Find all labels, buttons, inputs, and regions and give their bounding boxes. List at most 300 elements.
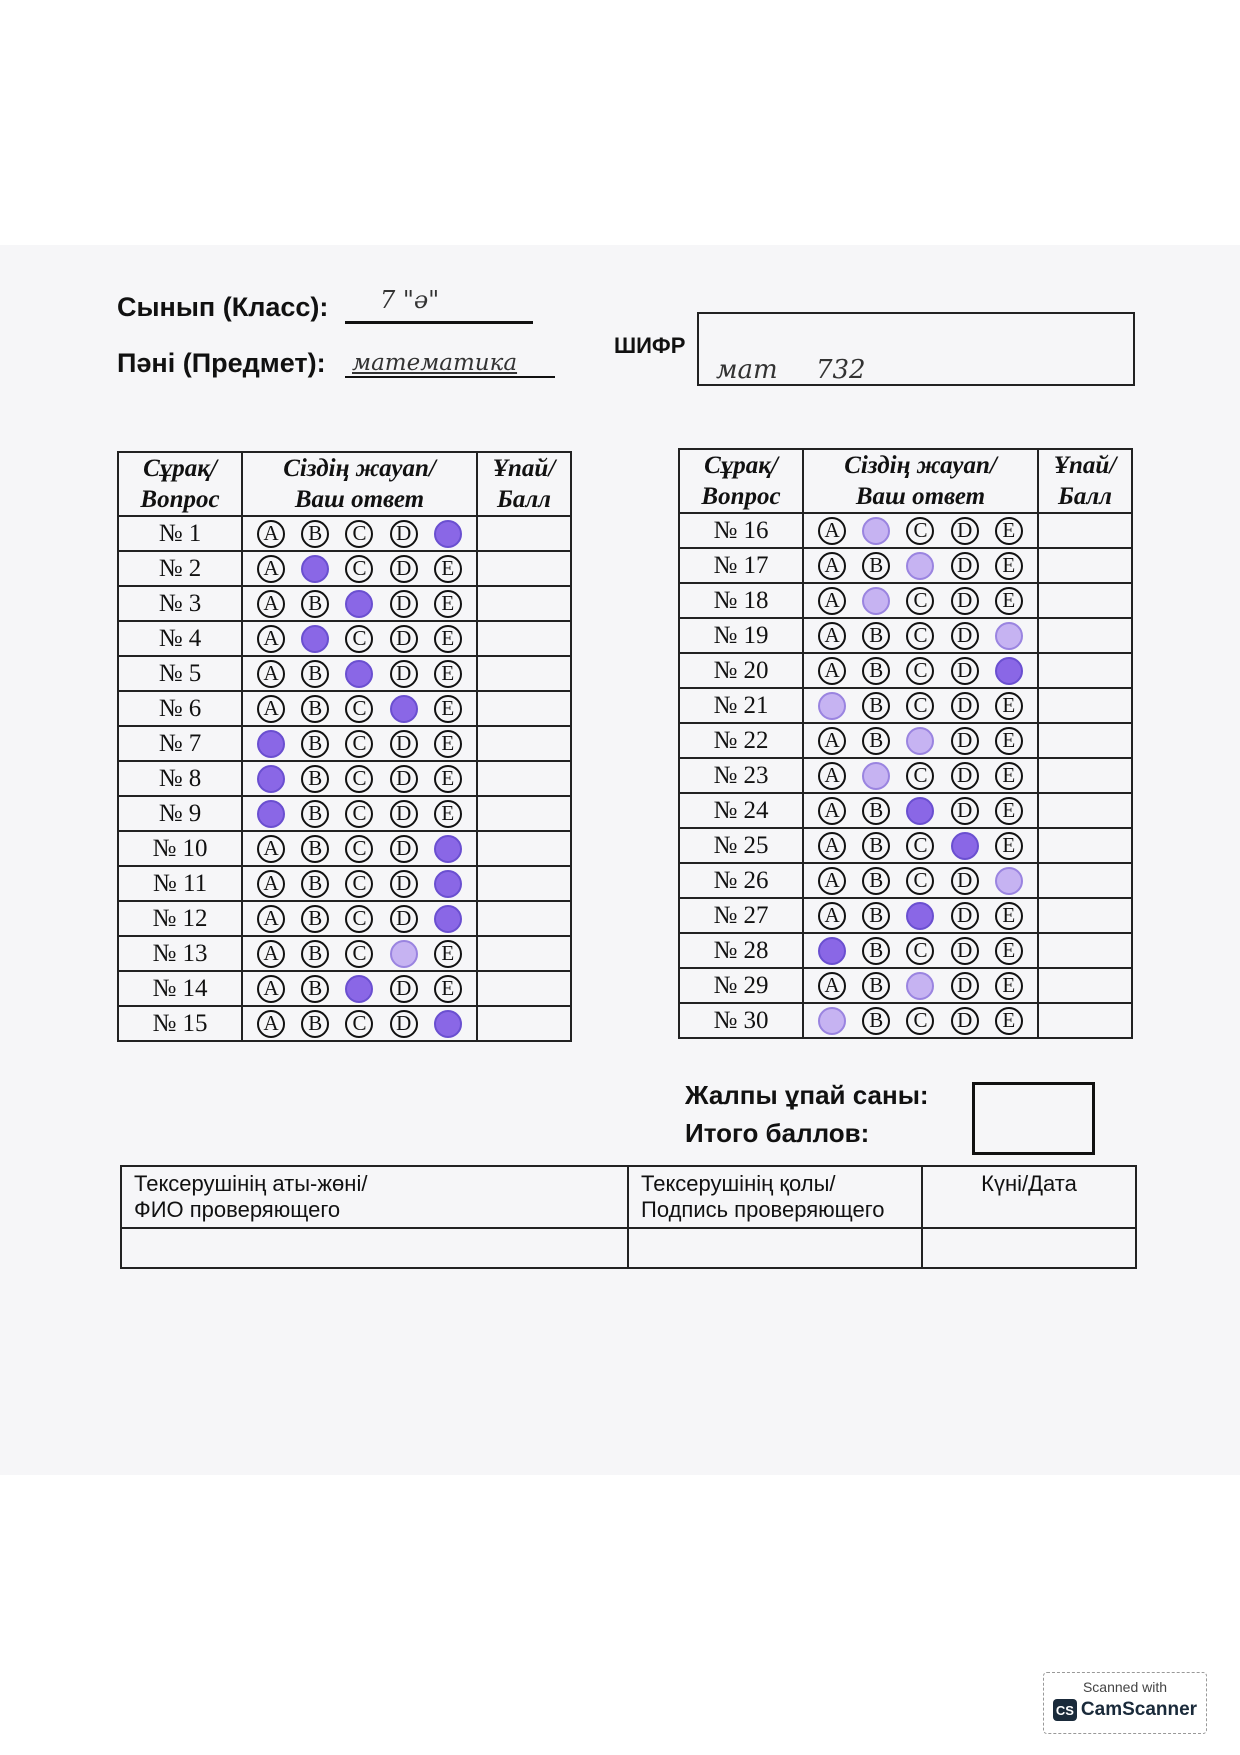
option-bubble-c[interactable]: C [345, 520, 373, 548]
score-cell[interactable] [1038, 723, 1132, 758]
option-bubble-a[interactable]: A [257, 975, 285, 1003]
option-bubble-e[interactable]: E [995, 517, 1023, 545]
checker-name-header [121, 1166, 628, 1228]
question-header [679, 449, 803, 513]
option-bubble-e[interactable] [434, 1010, 462, 1038]
option-bubble-d[interactable]: D [951, 622, 979, 650]
answer-options [242, 971, 477, 1006]
question-number: № 13 [118, 936, 242, 971]
question-header-ru: Вопрос [140, 486, 220, 513]
checker-sign-cell[interactable] [628, 1228, 922, 1268]
question-number: № 29 [679, 968, 803, 1003]
option-bubble-e[interactable]: E [434, 660, 462, 688]
class-label: Сынып (Класс): [117, 292, 329, 322]
option-bubble-b[interactable]: B [301, 905, 329, 933]
option-bubble-a[interactable]: A [257, 590, 285, 618]
answer-row [679, 863, 1132, 898]
answer-row [118, 901, 571, 936]
score-cell[interactable] [477, 866, 571, 901]
score-cell[interactable] [477, 761, 571, 796]
option-bubble-d[interactable] [951, 832, 979, 860]
option-bubble-a[interactable]: A [818, 622, 846, 650]
option-bubble-b[interactable]: B [301, 730, 329, 758]
option-bubble-d[interactable]: D [390, 555, 418, 583]
score-header-kz: Ұпай/ [492, 455, 556, 482]
option-bubble-c[interactable] [906, 552, 934, 580]
option-bubble-d[interactable]: D [951, 727, 979, 755]
question-number: № 2 [118, 551, 242, 586]
answer-options [242, 726, 477, 761]
score-cell[interactable] [477, 656, 571, 691]
option-bubble-c[interactable]: C [906, 692, 934, 720]
option-bubble-b[interactable] [301, 625, 329, 653]
option-bubble-c[interactable]: C [906, 587, 934, 615]
checker-name-cell[interactable] [121, 1228, 628, 1268]
option-bubble-d[interactable]: D [951, 902, 979, 930]
subject-value: математика [352, 350, 518, 376]
score-cell[interactable] [1038, 898, 1132, 933]
option-bubble-c[interactable] [906, 797, 934, 825]
answer-header-kz: Сіздің жауап/ [283, 455, 436, 482]
question-number: № 11 [118, 866, 242, 901]
answer-options [242, 796, 477, 831]
answer-header [242, 452, 477, 516]
option-bubble-e[interactable] [995, 867, 1023, 895]
option-bubble-a[interactable]: A [257, 520, 285, 548]
answer-options [803, 863, 1038, 898]
option-bubble-e[interactable]: E [995, 832, 1023, 860]
answer-row [679, 758, 1132, 793]
option-bubble-e[interactable]: E [434, 940, 462, 968]
question-number: № 3 [118, 586, 242, 621]
cipher-value: мат 732 [716, 355, 866, 385]
option-bubble-a[interactable]: A [257, 905, 285, 933]
option-bubble-e[interactable]: E [434, 730, 462, 758]
question-number: № 15 [118, 1006, 242, 1041]
option-bubble-a[interactable] [257, 730, 285, 758]
option-bubble-b[interactable]: B [301, 870, 329, 898]
option-bubble-d[interactable]: D [390, 730, 418, 758]
total-score-box[interactable] [972, 1082, 1095, 1155]
score-cell[interactable] [477, 726, 571, 761]
score-cell[interactable] [477, 831, 571, 866]
answer-table-right [678, 448, 1133, 1039]
option-bubble-b[interactable]: B [862, 797, 890, 825]
option-bubble-a[interactable] [818, 937, 846, 965]
checker-date-cell[interactable] [922, 1228, 1136, 1268]
option-bubble-b[interactable]: B [862, 937, 890, 965]
option-bubble-b[interactable]: B [862, 552, 890, 580]
option-bubble-c[interactable]: C [345, 800, 373, 828]
option-bubble-e[interactable]: E [995, 552, 1023, 580]
option-bubble-a[interactable]: A [257, 625, 285, 653]
question-number: № 19 [679, 618, 803, 653]
option-bubble-a[interactable]: A [818, 587, 846, 615]
question-number: № 22 [679, 723, 803, 758]
question-number: № 9 [118, 796, 242, 831]
question-number: № 12 [118, 901, 242, 936]
answer-row [118, 726, 571, 761]
option-bubble-b[interactable]: B [301, 660, 329, 688]
question-number: № 21 [679, 688, 803, 723]
option-bubble-a[interactable]: A [818, 797, 846, 825]
option-bubble-a[interactable]: A [818, 972, 846, 1000]
option-bubble-b[interactable]: B [862, 1007, 890, 1035]
option-bubble-d[interactable]: D [951, 867, 979, 895]
option-bubble-c[interactable] [906, 902, 934, 930]
option-bubble-b[interactable]: B [862, 867, 890, 895]
score-header-ru: Балл [496, 486, 552, 513]
option-bubble-b[interactable]: B [862, 972, 890, 1000]
option-bubble-b[interactable]: B [301, 695, 329, 723]
option-bubble-b[interactable]: B [862, 727, 890, 755]
subject-label: Пәні (Предмет): [117, 348, 326, 378]
answer-row [118, 831, 571, 866]
option-bubble-a[interactable]: A [257, 555, 285, 583]
answer-options [242, 831, 477, 866]
option-bubble-e[interactable]: E [995, 762, 1023, 790]
option-bubble-e[interactable]: E [434, 555, 462, 583]
score-cell[interactable] [1038, 513, 1132, 548]
score-cell[interactable] [1038, 968, 1132, 1003]
checker-sign-header [628, 1166, 922, 1228]
answer-row [118, 586, 571, 621]
question-number: № 10 [118, 831, 242, 866]
score-cell[interactable] [1038, 583, 1132, 618]
question-number: № 4 [118, 621, 242, 656]
checker-sign-ru: Подпись проверяющего [641, 1197, 885, 1222]
option-bubble-b[interactable] [862, 587, 890, 615]
answer-options [242, 1006, 477, 1041]
option-bubble-b[interactable]: B [301, 765, 329, 793]
option-bubble-c[interactable]: C [345, 940, 373, 968]
score-cell[interactable] [1038, 618, 1132, 653]
option-bubble-c[interactable]: C [906, 832, 934, 860]
answer-row [118, 516, 571, 551]
option-bubble-d[interactable]: D [390, 1010, 418, 1038]
option-bubble-e[interactable]: E [995, 587, 1023, 615]
option-bubble-a[interactable]: A [818, 727, 846, 755]
score-cell[interactable] [477, 796, 571, 831]
option-bubble-a[interactable]: A [818, 552, 846, 580]
answer-options [242, 691, 477, 726]
option-bubble-a[interactable]: A [257, 870, 285, 898]
score-cell[interactable] [1038, 548, 1132, 583]
option-bubble-e[interactable]: E [995, 692, 1023, 720]
question-number: № 26 [679, 863, 803, 898]
question-number: № 5 [118, 656, 242, 691]
class-value: 7 "ә" [380, 286, 440, 314]
option-bubble-d[interactable]: D [951, 762, 979, 790]
answer-row [679, 688, 1132, 723]
answer-row [118, 621, 571, 656]
option-bubble-e[interactable]: E [995, 902, 1023, 930]
answer-header-ru: Ваш ответ [855, 483, 986, 510]
option-bubble-b[interactable] [862, 517, 890, 545]
question-number: № 20 [679, 653, 803, 688]
answer-options [803, 618, 1038, 653]
answer-options [803, 898, 1038, 933]
option-bubble-d[interactable]: D [951, 552, 979, 580]
scanned-with-text: Scanned with [1082, 1679, 1168, 1695]
option-bubble-c[interactable] [345, 590, 373, 618]
option-bubble-c[interactable]: C [345, 870, 373, 898]
answer-row [679, 723, 1132, 758]
question-number: № 30 [679, 1003, 803, 1038]
option-bubble-e[interactable]: E [434, 590, 462, 618]
score-cell[interactable] [1038, 793, 1132, 828]
total-label [685, 1076, 929, 1152]
checker-sign-kz: Тексерушінің қолы/ [641, 1171, 836, 1196]
option-bubble-e[interactable] [995, 622, 1023, 650]
answer-row [118, 866, 571, 901]
total-label-ru: Итого баллов: [685, 1118, 870, 1148]
option-bubble-a[interactable]: A [257, 940, 285, 968]
answer-row [679, 1003, 1132, 1038]
option-bubble-c[interactable]: C [345, 765, 373, 793]
option-bubble-c[interactable]: C [345, 730, 373, 758]
option-bubble-d[interactable]: D [390, 625, 418, 653]
option-bubble-d[interactable]: D [390, 660, 418, 688]
question-header-ru: Вопрос [701, 483, 781, 510]
option-bubble-d[interactable]: D [951, 517, 979, 545]
score-cell[interactable] [1038, 688, 1132, 723]
score-cell[interactable] [477, 516, 571, 551]
answer-options [803, 723, 1038, 758]
question-number: № 8 [118, 761, 242, 796]
option-bubble-d[interactable]: D [951, 657, 979, 685]
answer-row [679, 653, 1132, 688]
answer-row [679, 793, 1132, 828]
answer-header [803, 449, 1038, 513]
option-bubble-c[interactable]: C [906, 1007, 934, 1035]
option-bubble-a[interactable] [818, 692, 846, 720]
option-bubble-a[interactable]: A [818, 762, 846, 790]
score-header-ru: Балл [1057, 483, 1113, 510]
option-bubble-c[interactable]: C [345, 695, 373, 723]
option-bubble-d[interactable]: D [951, 587, 979, 615]
option-bubble-b[interactable]: B [301, 1010, 329, 1038]
answer-options [803, 513, 1038, 548]
option-bubble-d[interactable]: D [951, 692, 979, 720]
option-bubble-e[interactable]: E [434, 765, 462, 793]
answer-row [118, 761, 571, 796]
score-cell[interactable] [1038, 863, 1132, 898]
answer-row [118, 971, 571, 1006]
option-bubble-e[interactable] [434, 870, 462, 898]
answer-options [803, 968, 1038, 1003]
option-bubble-d[interactable]: D [390, 975, 418, 1003]
camscanner-logo-icon: CS [1053, 1699, 1077, 1721]
score-header [1038, 449, 1132, 513]
question-number: № 18 [679, 583, 803, 618]
answer-options [803, 1003, 1038, 1038]
answer-options [803, 583, 1038, 618]
checker-table [120, 1165, 1137, 1269]
answer-options [242, 621, 477, 656]
answer-row [679, 933, 1132, 968]
question-number: № 24 [679, 793, 803, 828]
answer-row [118, 796, 571, 831]
option-bubble-a[interactable] [257, 800, 285, 828]
option-bubble-e[interactable] [995, 657, 1023, 685]
option-bubble-d[interactable]: D [390, 905, 418, 933]
score-cell[interactable] [477, 971, 571, 1006]
option-bubble-b[interactable]: B [862, 692, 890, 720]
option-bubble-e[interactable]: E [995, 1007, 1023, 1035]
answer-options [803, 548, 1038, 583]
answer-options [803, 688, 1038, 723]
question-header [118, 452, 242, 516]
checker-name-kz: Тексерушінің аты-жөні/ [134, 1171, 368, 1196]
answer-header-kz: Сіздің жауап/ [844, 452, 997, 479]
option-bubble-e[interactable] [434, 520, 462, 548]
option-bubble-c[interactable]: C [906, 867, 934, 895]
question-number: № 28 [679, 933, 803, 968]
answer-row [118, 551, 571, 586]
option-bubble-d[interactable] [390, 940, 418, 968]
option-bubble-b[interactable]: B [862, 832, 890, 860]
option-bubble-d[interactable]: D [390, 765, 418, 793]
option-bubble-d[interactable]: D [390, 800, 418, 828]
option-bubble-a[interactable]: A [257, 660, 285, 688]
score-cell[interactable] [477, 901, 571, 936]
score-cell[interactable] [477, 621, 571, 656]
option-bubble-d[interactable]: D [951, 972, 979, 1000]
option-bubble-a[interactable]: A [257, 1010, 285, 1038]
option-bubble-a[interactable]: A [818, 902, 846, 930]
answer-table-left [117, 451, 572, 1042]
option-bubble-b[interactable]: B [301, 835, 329, 863]
option-bubble-d[interactable]: D [951, 937, 979, 965]
score-cell[interactable] [1038, 828, 1132, 863]
camscanner-name: CamScanner [1080, 1699, 1198, 1720]
score-cell[interactable] [477, 586, 571, 621]
option-bubble-b[interactable]: B [301, 590, 329, 618]
option-bubble-e[interactable]: E [995, 972, 1023, 1000]
answer-options [242, 901, 477, 936]
option-bubble-e[interactable]: E [434, 975, 462, 1003]
question-number: № 27 [679, 898, 803, 933]
answer-row [679, 968, 1132, 1003]
option-bubble-c[interactable]: C [906, 517, 934, 545]
option-bubble-a[interactable]: A [257, 695, 285, 723]
option-bubble-c[interactable]: C [906, 762, 934, 790]
option-bubble-c[interactable] [906, 727, 934, 755]
answer-options [242, 656, 477, 691]
question-number: № 1 [118, 516, 242, 551]
option-bubble-e[interactable]: E [434, 625, 462, 653]
option-bubble-b[interactable]: B [301, 800, 329, 828]
option-bubble-d[interactable] [390, 695, 418, 723]
option-bubble-b[interactable]: B [301, 975, 329, 1003]
option-bubble-c[interactable]: C [345, 625, 373, 653]
option-bubble-d[interactable]: D [951, 1007, 979, 1035]
answer-row [679, 618, 1132, 653]
answer-options [803, 653, 1038, 688]
score-cell[interactable] [1038, 1003, 1132, 1038]
option-bubble-d[interactable]: D [390, 870, 418, 898]
option-bubble-c[interactable]: C [906, 937, 934, 965]
option-bubble-e[interactable]: E [995, 797, 1023, 825]
score-cell[interactable] [1038, 933, 1132, 968]
option-bubble-e[interactable]: E [434, 695, 462, 723]
option-bubble-a[interactable] [818, 1007, 846, 1035]
option-bubble-a[interactable] [257, 765, 285, 793]
option-bubble-d[interactable]: D [390, 590, 418, 618]
cipher-label: ШИФР [614, 333, 686, 358]
answer-options [803, 828, 1038, 863]
option-bubble-c[interactable]: C [345, 1010, 373, 1038]
answer-options [242, 936, 477, 971]
question-header-kz: Сұрақ/ [704, 452, 778, 479]
option-bubble-c[interactable]: C [906, 622, 934, 650]
score-cell[interactable] [477, 1006, 571, 1041]
option-bubble-e[interactable]: E [995, 937, 1023, 965]
question-number: № 14 [118, 971, 242, 1006]
answer-options [803, 758, 1038, 793]
option-bubble-c[interactable]: C [345, 905, 373, 933]
answer-row [679, 828, 1132, 863]
camscanner-badge [1043, 1672, 1207, 1734]
option-bubble-d[interactable]: D [390, 520, 418, 548]
option-bubble-a[interactable]: A [818, 657, 846, 685]
option-bubble-a[interactable]: A [818, 867, 846, 895]
option-bubble-e[interactable] [434, 835, 462, 863]
answer-row [679, 548, 1132, 583]
answer-row [679, 513, 1132, 548]
option-bubble-b[interactable] [862, 762, 890, 790]
answer-row [118, 936, 571, 971]
score-header [477, 452, 571, 516]
option-bubble-c[interactable] [906, 972, 934, 1000]
option-bubble-b[interactable]: B [862, 902, 890, 930]
score-cell[interactable] [1038, 758, 1132, 793]
option-bubble-b[interactable]: B [301, 520, 329, 548]
question-number: № 23 [679, 758, 803, 793]
answer-row [679, 583, 1132, 618]
option-bubble-a[interactable]: A [818, 517, 846, 545]
option-bubble-c[interactable] [345, 660, 373, 688]
option-bubble-e[interactable]: E [434, 800, 462, 828]
option-bubble-d[interactable]: D [951, 797, 979, 825]
score-cell[interactable] [1038, 653, 1132, 688]
option-bubble-b[interactable]: B [301, 940, 329, 968]
answer-options [242, 586, 477, 621]
answer-row [118, 1006, 571, 1041]
option-bubble-b[interactable] [301, 555, 329, 583]
option-bubble-c[interactable]: C [345, 555, 373, 583]
option-bubble-d[interactable]: D [390, 835, 418, 863]
question-number: № 17 [679, 548, 803, 583]
option-bubble-e[interactable] [434, 905, 462, 933]
score-cell[interactable] [477, 936, 571, 971]
option-bubble-e[interactable]: E [995, 727, 1023, 755]
option-bubble-b[interactable]: B [862, 657, 890, 685]
checker-name-ru: ФИО проверяющего [134, 1197, 341, 1222]
option-bubble-a[interactable]: A [818, 832, 846, 860]
score-cell[interactable] [477, 691, 571, 726]
answer-row [118, 691, 571, 726]
answer-rows-right [679, 513, 1132, 1038]
option-bubble-c[interactable]: C [906, 657, 934, 685]
option-bubble-c[interactable] [345, 975, 373, 1003]
score-cell[interactable] [477, 551, 571, 586]
answer-row [118, 656, 571, 691]
option-bubble-b[interactable]: B [862, 622, 890, 650]
option-bubble-a[interactable]: A [257, 835, 285, 863]
option-bubble-c[interactable]: C [345, 835, 373, 863]
